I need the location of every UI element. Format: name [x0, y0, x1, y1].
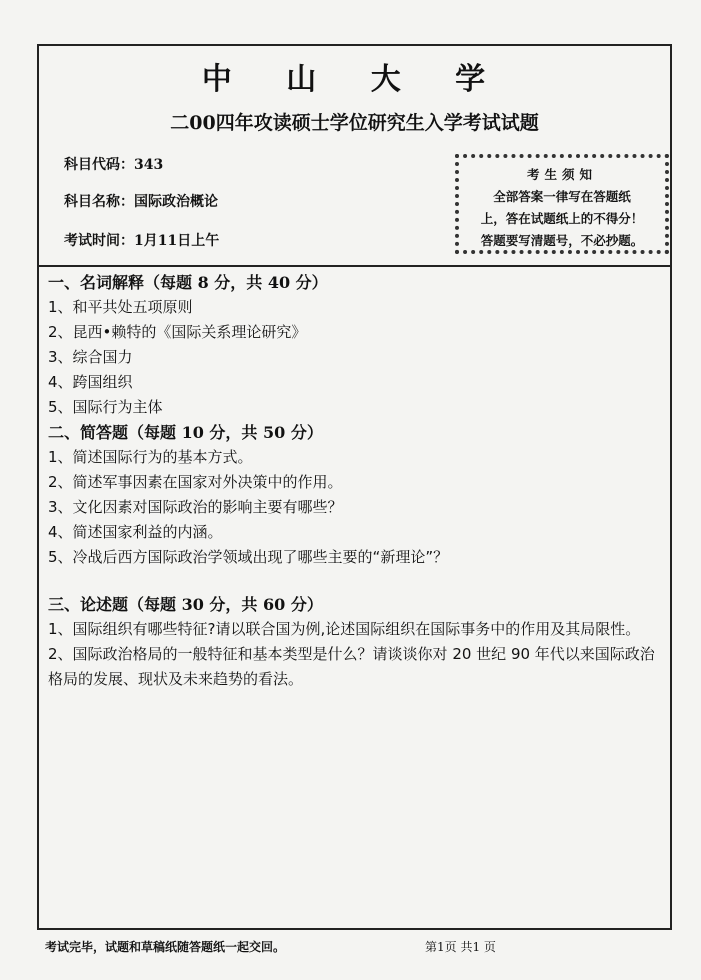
- question-2-3: 3、文化因素对国际政治的影响主要有哪些？: [48, 498, 343, 516]
- exam-questions: [48, 270, 664, 692]
- exam-title: 二00四年攻读硕士学位研究生入学考试试题: [170, 112, 539, 134]
- section-title-3: 三、论述题（每题 30 分，共 60 分）: [48, 595, 323, 614]
- exam-time-label: 考试时间：: [64, 233, 134, 249]
- page-number: 第1页 共1 页: [425, 940, 496, 954]
- subject-name-label: 科目名称：: [64, 194, 134, 210]
- exam-header: [39, 46, 670, 267]
- question-1-4: 4、跨国组织: [48, 373, 133, 391]
- exam-time-row: [64, 230, 219, 250]
- question-2-4: 4、简述国家利益的内涵。: [48, 523, 223, 541]
- footer-instruction: 考试完毕，试题和草稿纸随答题纸一起交回。: [45, 940, 286, 954]
- subject-code-row: [64, 154, 163, 174]
- exam-time: 1月11日上午: [134, 233, 220, 249]
- section-spacer: [48, 570, 664, 592]
- question-1-2: 2、昆西•赖特的《国际关系理论研究》: [48, 323, 307, 341]
- university-name: 中 山 大 学: [201, 62, 508, 97]
- subject-code: 343: [134, 157, 164, 173]
- candidate-notice-box: [455, 154, 669, 254]
- question-3-2: 2、国际政治格局的一般特征和基本类型是什么？请谈谈你对 20 世纪 90 年代以来国际政治格局的发展、现状及未来趋势的看法。: [48, 645, 655, 688]
- notice-title: 考生须知: [526, 167, 597, 182]
- notice-line-3: 答题要写清题号，不必抄题。: [480, 233, 644, 248]
- question-2-1: 1、简述国际行为的基本方式。: [48, 448, 253, 466]
- notice-line-1: 全部答案一律写在答题纸: [493, 189, 631, 204]
- subject-name-row: [64, 191, 218, 211]
- question-1-5: 5、国际行为主体: [48, 398, 163, 416]
- section-title-1: 一、名词解释（每题 8 分，共 40 分）: [48, 273, 328, 292]
- question-1-1: 1、和平共处五项原则: [48, 298, 193, 316]
- question-2-5: 5、冷战后西方国际政治学领域出现了哪些主要的“新理论”？: [48, 548, 449, 566]
- question-1-3: 3、综合国力: [48, 348, 133, 366]
- section-title-2: 二、简答题（每题 10 分，共 50 分）: [48, 423, 323, 442]
- subject-name: 国际政治概论: [134, 194, 218, 210]
- subject-code-label: 科目代码：: [64, 157, 134, 173]
- exam-paper-frame: [37, 44, 672, 930]
- question-3-1: 1、国际组织有哪些特征?请以联合国为例,论述国际组织在国际事务中的作用及其局限性。: [48, 620, 641, 638]
- notice-line-2: 上，答在试题纸上的不得分！: [480, 211, 644, 226]
- question-2-2: 2、简述军事因素在国家对外决策中的作用。: [48, 473, 343, 491]
